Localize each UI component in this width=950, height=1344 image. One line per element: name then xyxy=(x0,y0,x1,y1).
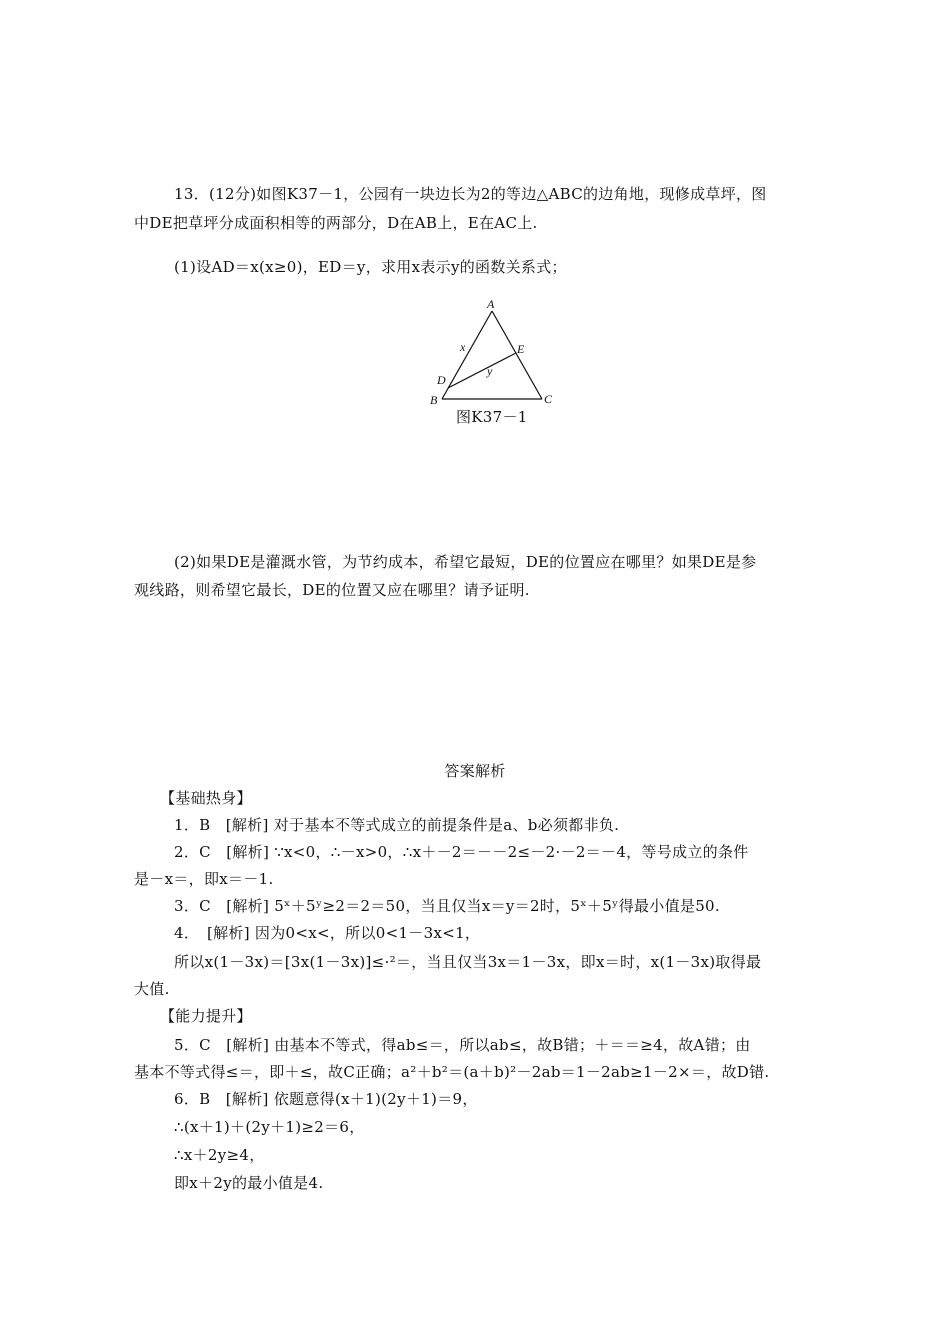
section-ability: 【能力提升】 xyxy=(160,1007,252,1025)
label-b: B xyxy=(430,393,438,407)
problem-13-line1: 13．(12分)如图K37－1，公园有一块边长为2的等边△ABC的边角地，现修成草坪，图 xyxy=(174,185,767,203)
problem-13-line2: 中DE把草坪分成面积相等的两部分，D在AB上，E在AC上. xyxy=(134,214,538,232)
problem-13-part1: (1)设AD＝x(x≥0)，ED＝y，求用x表示y的函数关系式； xyxy=(174,258,567,276)
label-c: C xyxy=(544,392,553,406)
answer-2-line1: 2．C [解析] ∵x<0，∴－x>0，∴x＋－2＝－－2≤－2·－2＝－4，等号成立的条件 xyxy=(174,843,749,861)
figure-caption: 图K37－1 xyxy=(456,408,528,426)
answers-title: 答案解析 xyxy=(444,762,506,780)
side-ab xyxy=(442,311,492,399)
answer-6-line3: ∴x＋2y≥4， xyxy=(174,1146,265,1164)
answer-4-line1: 4． [解析] 因为0<x<，所以0<1－3x<1， xyxy=(174,924,481,942)
answer-4-line3: 大值. xyxy=(134,980,170,998)
label-d: D xyxy=(437,373,446,387)
answer-4-line2: 所以x(1－3x)＝[3x(1－3x)]≤·²＝，当且仅当3x＝1－3x，即x＝时，x(1－3x)取得最 xyxy=(174,953,762,971)
answer-3: 3．C [解析] 5ˣ＋5ʸ≥2＝2＝50，当且仅当x＝y＝2时，5ˣ＋5ʸ得最小值是50. xyxy=(174,897,720,915)
label-a: A xyxy=(487,297,495,311)
problem-13-part2-line1: (2)如果DE是灌溉水管，为节约成本，希望它最短，DE的位置应在哪里？如果DE是参 xyxy=(174,553,757,571)
label-e: E xyxy=(517,342,525,356)
triangle-figure xyxy=(420,296,570,408)
label-y: y xyxy=(487,364,493,378)
answer-6-line1: 6．B [解析] 依题意得(x＋1)(2y＋1)＝9， xyxy=(174,1090,478,1108)
problem-13-part2-line2: 观线路，则希望它最长，DE的位置又应在哪里？请予证明. xyxy=(134,581,530,599)
answer-6-line4: 即x＋2y的最小值是4. xyxy=(174,1174,324,1192)
label-x: x xyxy=(460,340,466,354)
answer-1: 1．B [解析] 对于基本不等式成立的前提条件是a、b必须都非负. xyxy=(174,816,620,834)
answer-2-line2: 是－x＝，即x＝－1. xyxy=(134,870,274,888)
section-basic: 【基础热身】 xyxy=(160,789,252,807)
answer-5-line2: 基本不等式得≤＝，即＋≤，故C正确；a²＋b²＝(a＋b)²－2ab＝1－2ab≥1－2×＝，故D错. xyxy=(134,1063,770,1081)
answer-5-line1: 5．C [解析] 由基本不等式，得ab≤＝，所以ab≤，故B错；＋＝＝≥4，故A错；由 xyxy=(174,1036,751,1054)
answer-6-line2: ∴(x＋1)＋(2y＋1)≥2＝6， xyxy=(174,1118,365,1136)
